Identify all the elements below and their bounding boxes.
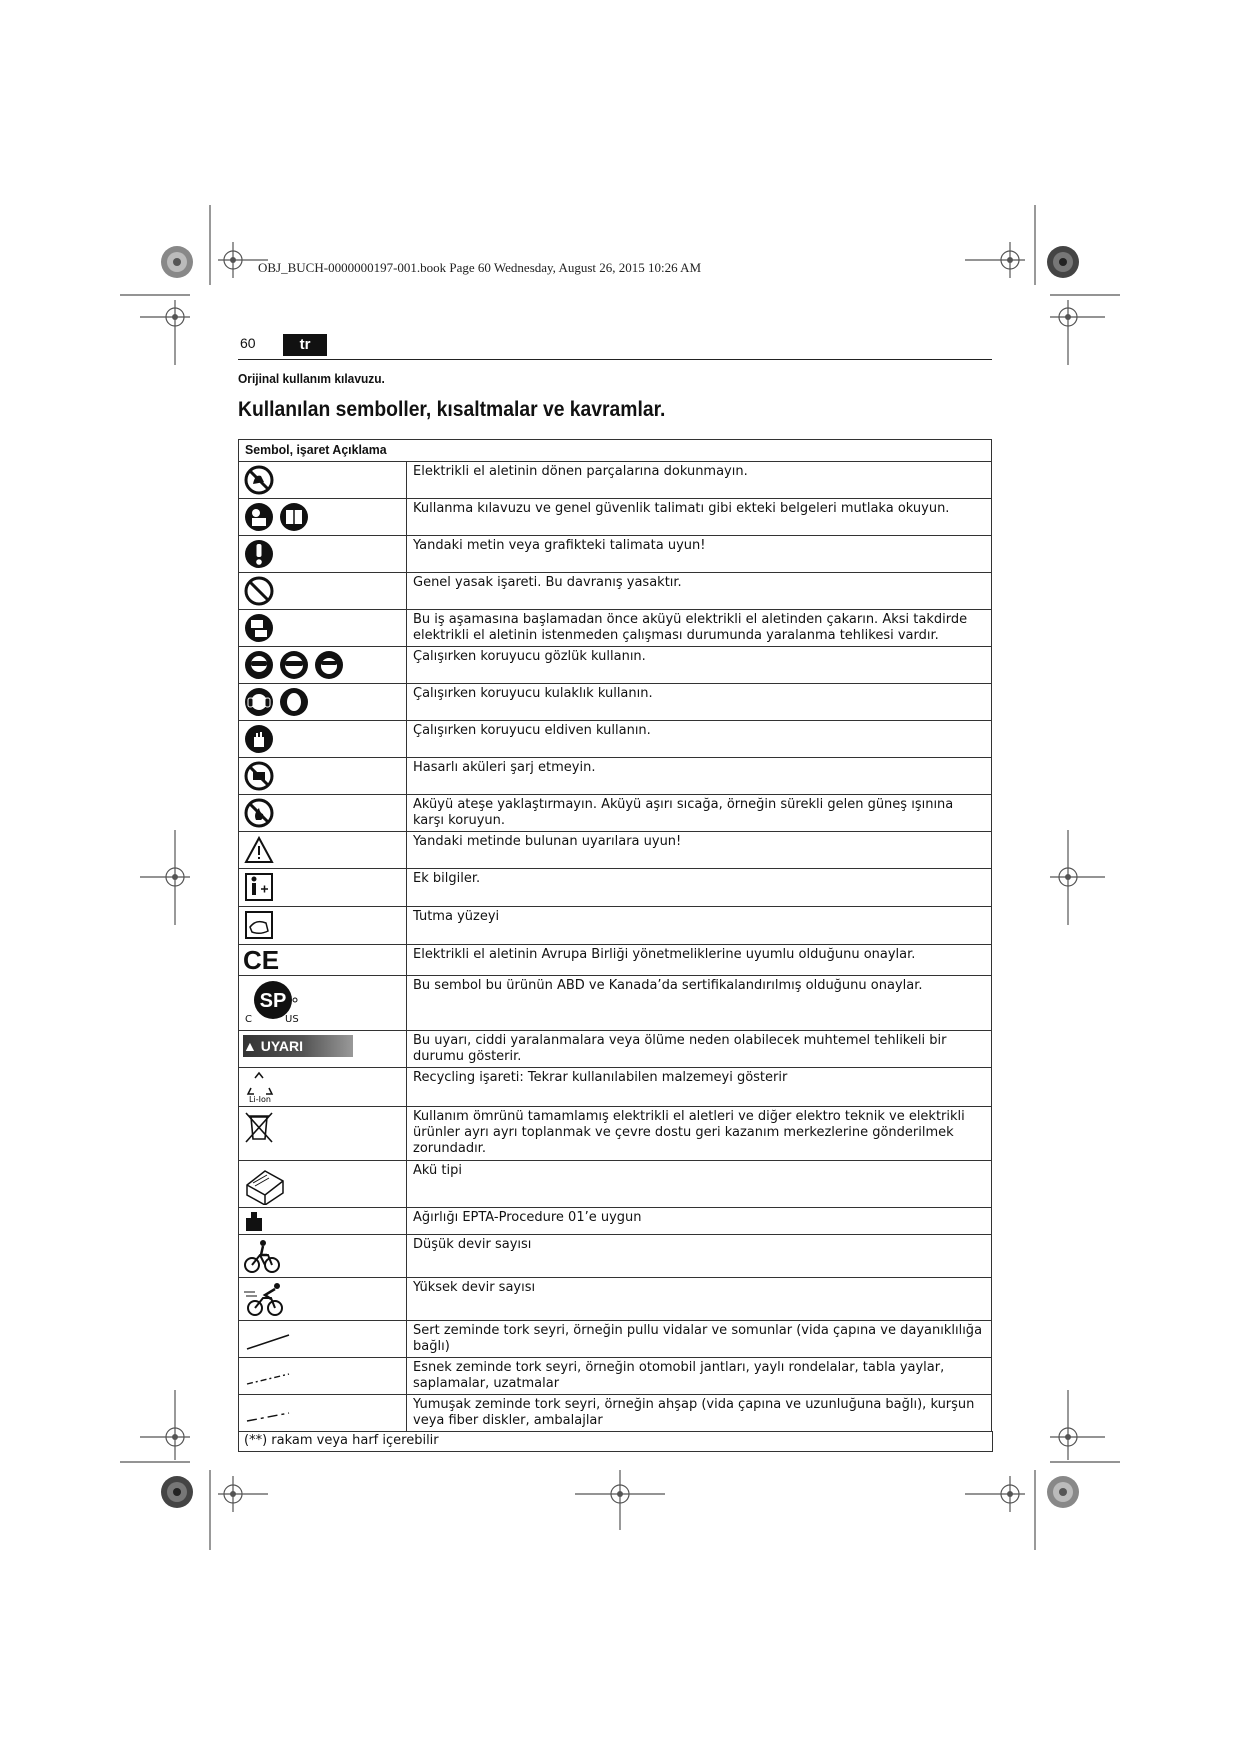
symbols-table bbox=[238, 439, 992, 1432]
table-row-text: Düşük devir sayısı bbox=[407, 1235, 992, 1278]
info-icon bbox=[243, 871, 275, 903]
document-subtitle: Orijinal kullanım kılavuzu. bbox=[238, 371, 385, 386]
table-header-row bbox=[239, 440, 992, 462]
svg-text:Li-Ion: Li-Ion bbox=[249, 1095, 271, 1104]
table-row bbox=[239, 869, 992, 907]
table-row-text: Kullanma kılavuzu ve genel güvenlik talimatı gibi ekteki belgeleri mutlaka okuyun. bbox=[407, 499, 992, 536]
table-row bbox=[239, 647, 992, 684]
table-row-text: Ek bilgiler. bbox=[407, 869, 992, 907]
table-row bbox=[239, 1107, 992, 1161]
table-row bbox=[239, 684, 992, 721]
table-row-text: Çalışırken koruyucu eldiven kullanın. bbox=[407, 721, 992, 758]
no-damaged-battery-charging-icon bbox=[243, 760, 275, 792]
table-row bbox=[239, 795, 992, 832]
warning-triangle-icon bbox=[243, 834, 275, 866]
gloves-icon bbox=[243, 723, 275, 755]
hard-joint-curve-icon bbox=[243, 1323, 293, 1355]
svg-text:SP: SP bbox=[259, 990, 287, 1012]
footnote: (**) rakam veya harf içerebilir bbox=[244, 1433, 439, 1448]
table-row-text: Çalışırken koruyucu kulaklık kullanın. bbox=[407, 684, 992, 721]
language-badge: tr bbox=[283, 334, 327, 356]
table-row bbox=[239, 1031, 992, 1068]
table-row bbox=[239, 758, 992, 795]
read-manual-icon bbox=[278, 501, 310, 533]
weight-icon bbox=[243, 1210, 265, 1232]
flexible-joint-curve-icon bbox=[243, 1360, 293, 1392]
table-row bbox=[239, 1235, 992, 1278]
header-rule bbox=[238, 359, 992, 360]
table-row bbox=[239, 721, 992, 758]
print-slug: OBJ_BUCH-0000000197-001.book Page 60 Wednesday, August 26, 2015 10:26 AM bbox=[258, 260, 702, 275]
table-row bbox=[239, 1161, 992, 1208]
ce-mark-icon: CE bbox=[239, 945, 407, 976]
low-speed-bicycle-icon bbox=[243, 1237, 281, 1275]
table-row bbox=[239, 610, 992, 647]
high-speed-bicycle-icon bbox=[243, 1280, 287, 1318]
no-fire-battery-icon bbox=[243, 797, 275, 829]
safety-goggles-icon bbox=[243, 649, 275, 681]
recycling-li-ion-icon bbox=[243, 1070, 277, 1104]
table-row-text: Bu uyarı, ciddi yaralanmalara veya ölüme neden olabilecek muhtemel tehlikeli bir durumu gösterir. bbox=[407, 1031, 992, 1068]
ear-protection-icon bbox=[243, 686, 275, 718]
battery-pack-icon bbox=[243, 1163, 287, 1205]
table-row-text: Kullanım ömrünü tamamlamış elektrikli el aletleri ve diğer elektro teknik ve elektrikli ürünler ayrı ayrı toplanmak ve çevre dostu geri kazanım merkezlerine gönderilmek zorundadır. bbox=[407, 1107, 992, 1161]
table-row bbox=[239, 1395, 992, 1432]
table-row bbox=[239, 1321, 992, 1358]
table-header: Sembol, işaret Açıklama bbox=[239, 440, 992, 462]
exclamation-icon bbox=[243, 538, 275, 570]
csa-us-label: US bbox=[285, 1014, 299, 1025]
table-row-text: Bu iş aşamasına başlamadan önce aküyü elektrikli el aletinden çakarın. Aksi takdirde elektrikli el aletinin istenmeden çalışması durumunda yaralanma tehlikesi vardır. bbox=[407, 610, 992, 647]
table-row bbox=[239, 832, 992, 869]
remove-battery-icon bbox=[243, 612, 275, 644]
table-row-text: Sert zeminde tork seyri, örneğin pullu vidalar ve somunlar (vida çapına ve dayanıklılığa bağlı) bbox=[407, 1321, 992, 1358]
soft-joint-curve-icon bbox=[243, 1397, 293, 1429]
table-row-text: Yandaki metinde bulunan uyarılara uyun! bbox=[407, 832, 992, 869]
table-row-text: Esnek zeminde tork seyri, örneğin otomobil jantları, yaylı rondelalar, tabla yaylar, saplamalar, uzatmalar bbox=[407, 1358, 992, 1395]
grip-surface-icon bbox=[243, 909, 275, 941]
table-row bbox=[239, 536, 992, 573]
table-row-text: Yüksek devir sayısı bbox=[407, 1278, 992, 1321]
table-row bbox=[239, 499, 992, 536]
csa-c-label: C bbox=[245, 1014, 252, 1025]
section-title: Kullanılan semboller, kısaltmalar ve kavramlar. bbox=[238, 398, 666, 421]
table-row-text: Recycling işareti: Tekrar kullanılabilen malzemeyi gösterir bbox=[407, 1068, 992, 1107]
table-row bbox=[239, 976, 992, 1031]
safety-goggles-icon bbox=[278, 649, 310, 681]
table-row-text: Yandaki metin veya grafikteki talimata uyun! bbox=[407, 536, 992, 573]
table-row bbox=[239, 1208, 992, 1235]
page-number: 60 bbox=[240, 335, 256, 351]
table-row-text: Elektrikli el aletinin Avrupa Birliği yönetmeliklerine uyumlu olduğunu onaylar. bbox=[407, 945, 992, 976]
table-row-text: Elektrikli el aletinin dönen parçalarına dokunmayın. bbox=[407, 462, 992, 499]
table-row-text: Yumuşak zeminde tork seyri, örneğin ahşap (vida çapına ve uzunluğuna bağlı), kurşun veya fiber diskler, ambalajlar bbox=[407, 1395, 992, 1432]
table-row-text: Tutma yüzeyi bbox=[407, 907, 992, 945]
table-row bbox=[239, 907, 992, 945]
weee-bin-icon bbox=[243, 1109, 275, 1145]
table-row-text: Aküyü ateşe yaklaştırmayın. Aküyü aşırı sıcağa, örneğin sürekli gelen güneş ışınına karşı koruyun. bbox=[407, 795, 992, 832]
prohibition-icon bbox=[243, 575, 275, 607]
no-touch-rotating-parts-icon bbox=[243, 464, 275, 496]
table-row-text: Çalışırken koruyucu gözlük kullanın. bbox=[407, 647, 992, 684]
table-row bbox=[239, 1278, 992, 1321]
warning-label-icon: ▲ UYARI bbox=[243, 1035, 353, 1057]
ear-protection-icon bbox=[278, 686, 310, 718]
table-row bbox=[239, 945, 992, 976]
table-row-text: Hasarlı aküleri şarj etmeyin. bbox=[407, 758, 992, 795]
table-row bbox=[239, 1068, 992, 1107]
table-row bbox=[239, 1358, 992, 1395]
table-row-text: Bu sembol bu ürünün ABD ve Kanada’da sertifikalandırılmış olduğunu onaylar. bbox=[407, 976, 992, 1031]
table-row-text: Akü tipi bbox=[407, 1161, 992, 1208]
read-manual-icon bbox=[243, 501, 275, 533]
table-row-text: Genel yasak işareti. Bu davranış yasaktır. bbox=[407, 573, 992, 610]
table-row-text: Ağırlığı EPTA-Procedure 01’e uygun bbox=[407, 1208, 992, 1235]
safety-goggles-icon bbox=[313, 649, 345, 681]
table-row bbox=[239, 573, 992, 610]
table-row bbox=[239, 462, 992, 499]
